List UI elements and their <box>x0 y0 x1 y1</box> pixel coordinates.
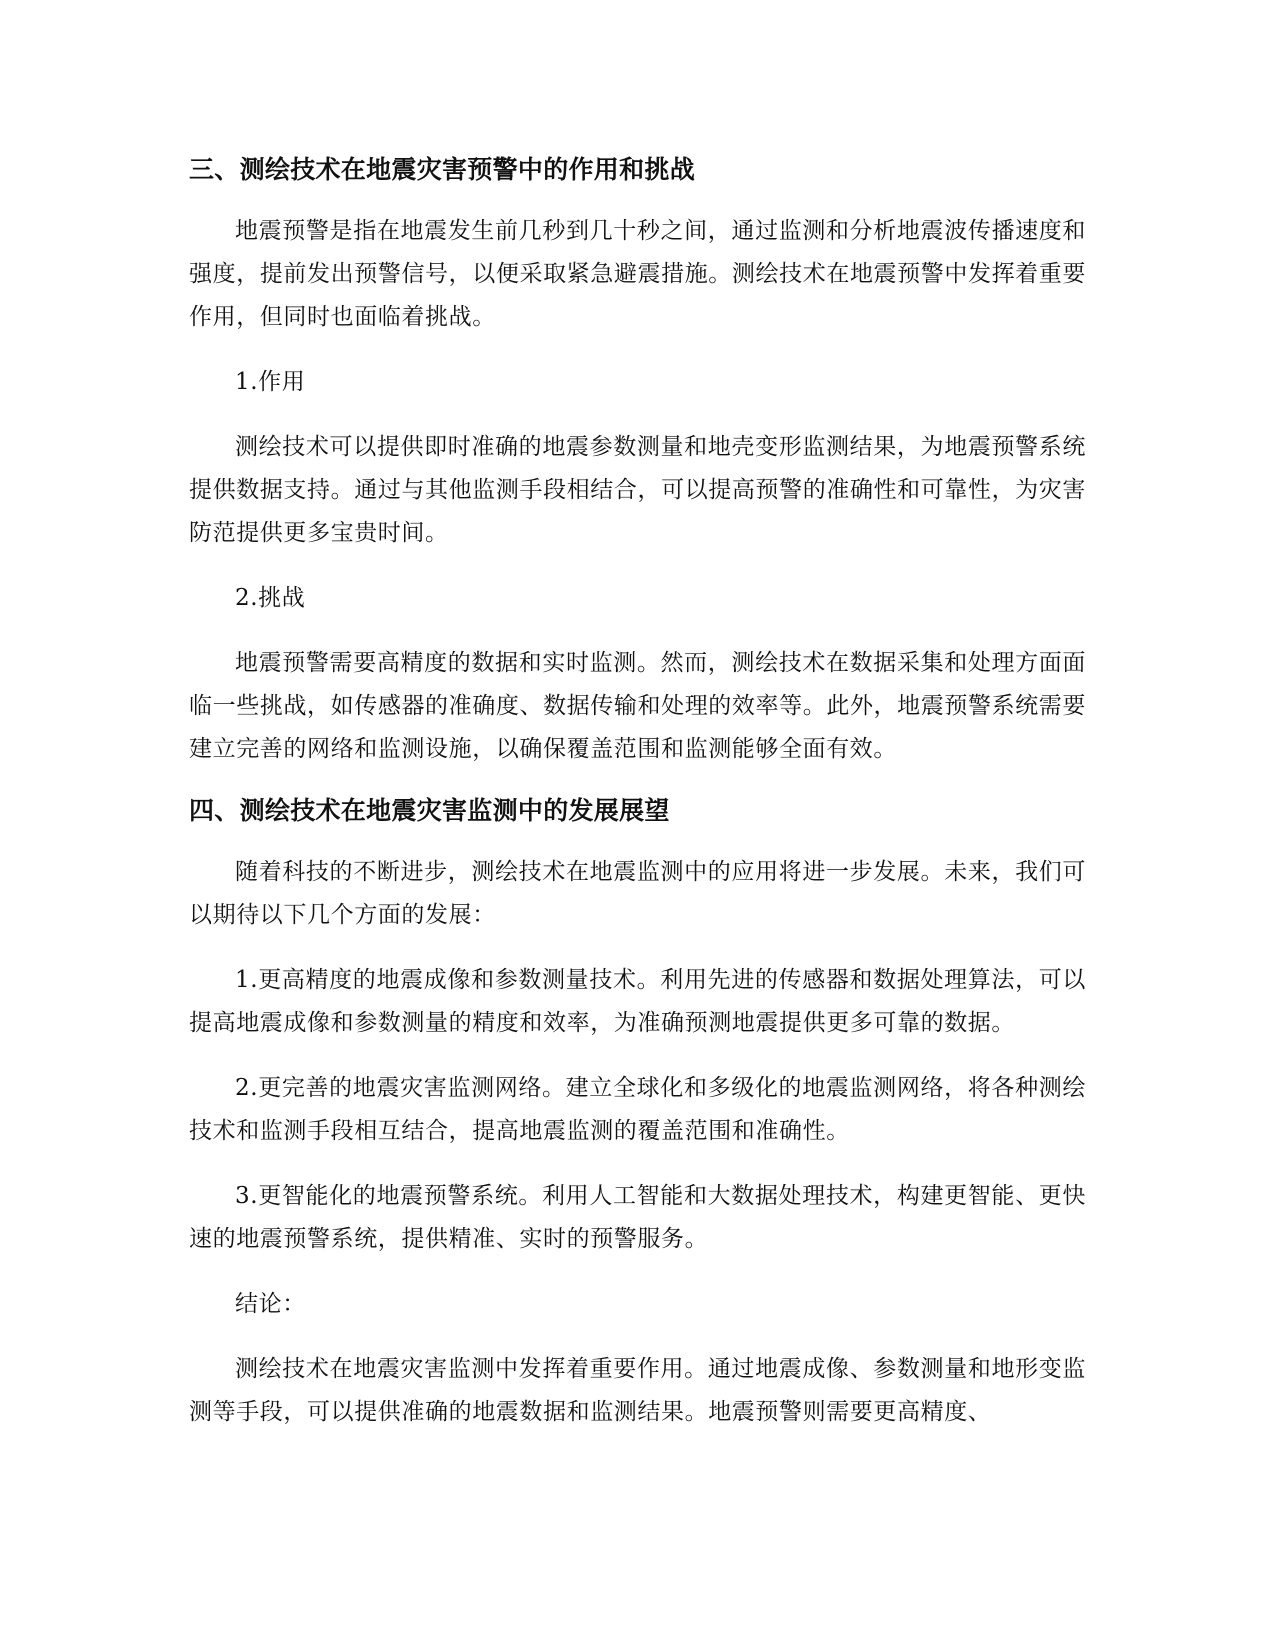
spacer <box>189 190 1086 210</box>
spacer <box>189 771 1086 791</box>
outlook-item-1: 1.更高精度的地震成像和参数测量技术。利用先进的传感器和数据处理算法，可以提高地震成像和参数测量的精度和效率，为准确预测地震提供更多可靠的数据。 <box>189 967 1086 1036</box>
conclusion-title: 结论： <box>235 1291 306 1317</box>
spacer <box>189 339 1086 361</box>
spacer <box>189 1045 1086 1067</box>
outlook-item-3: 3.更智能化的地震预警系统。利用人工智能和大数据处理技术，构建更智能、更快速的地震预警系统，提供精准、实时的预警服务。 <box>189 1183 1086 1252</box>
spacer <box>189 937 1086 959</box>
challenge-subheading: 2.挑战 <box>235 585 306 611</box>
section-3-heading: 三、测绘技术在地震灾害预警中的作用和挑战 <box>189 155 696 184</box>
challenge-paragraph: 地震预警需要高精度的数据和实时监测。然而，测绘技术在数据采集和处理方面面临一些挑战，如传感器的准确度、数据传输和处理的效率等。此外，地震预警系统需要建立完善的网络和监测设施，以确保覆盖范围和监测能够全面有效。 <box>189 650 1086 762</box>
section-4-heading: 四、测绘技术在地震灾害监测中的发展展望 <box>189 796 670 825</box>
spacer <box>189 404 1086 426</box>
section-4-intro-paragraph: 随着科技的不断进步，测绘技术在地震监测中的应用将进一步发展。未来，我们可以期待以下几个方面的发展： <box>189 859 1086 928</box>
spacer <box>189 1261 1086 1283</box>
spacer <box>189 1153 1086 1175</box>
section-3-intro-paragraph: 地震预警是指在地震发生前几秒到几十秒之间，通过监测和分析地震波传播速度和强度，提前发出预警信号，以便采取紧急避震措施。测绘技术在地震预警中发挥着重要作用，但同时也面临着挑战。 <box>189 218 1086 330</box>
spacer <box>189 555 1086 577</box>
spacer <box>189 620 1086 642</box>
spacer <box>189 831 1086 851</box>
conclusion-paragraph: 测绘技术在地震灾害监测中发挥着重要作用。通过地震成像、参数测量和地形变监测等手段，可以提供准确的地震数据和监测结果。地震预警则需要更高精度、 <box>189 1356 1086 1425</box>
role-subheading: 1.作用 <box>235 369 306 395</box>
spacer <box>189 1326 1086 1348</box>
document-page <box>189 150 1086 1434</box>
outlook-item-2: 2.更完善的地震灾害监测网络。建立全球化和多级化的地震监测网络，将各种测绘技术和监测手段相互结合，提高地震监测的覆盖范围和准确性。 <box>189 1075 1086 1144</box>
role-paragraph: 测绘技术可以提供即时准确的地震参数测量和地壳变形监测结果，为地震预警系统提供数据支持。通过与其他监测手段相结合，可以提高预警的准确性和可靠性，为灾害防范提供更多宝贵时间。 <box>189 434 1086 546</box>
